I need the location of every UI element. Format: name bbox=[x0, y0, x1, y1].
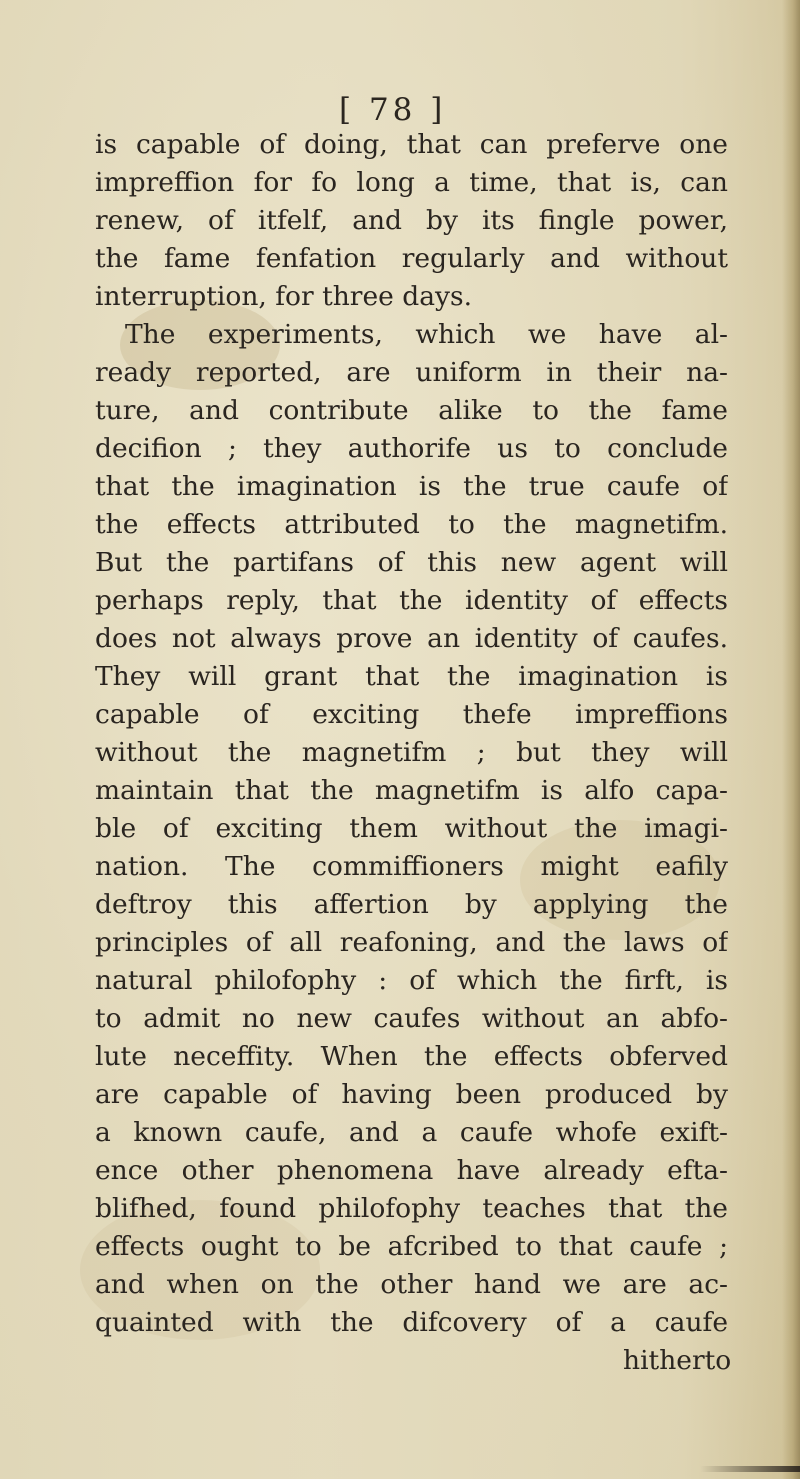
text-line: and when on the other hand we are ac- bbox=[95, 1269, 728, 1300]
text-line: are capable of having been produced by bbox=[95, 1079, 728, 1110]
text-line: maintain that the magnetifm is alfo capa- bbox=[95, 775, 728, 806]
text-line: a known caufe, and a caufe whofe exift- bbox=[95, 1117, 728, 1148]
text-line: renew, of itfelf, and by its fingle power, bbox=[95, 205, 728, 236]
text-line: to admit no new caufes without an abfo- bbox=[95, 1003, 728, 1034]
text-line: the fame fenfation regularly and without bbox=[95, 243, 728, 274]
catchword: hitherto bbox=[623, 1345, 732, 1376]
text-line: ture, and contribute alike to the fame bbox=[95, 395, 728, 426]
text-line: blifhed, found philofophy teaches that the bbox=[95, 1193, 728, 1224]
text-line: effects ought to be afcribed to that caufe ; bbox=[95, 1231, 728, 1262]
text-line: lute neceffity. When the effects obferved bbox=[95, 1041, 728, 1072]
page-edge bbox=[782, 0, 800, 1479]
paragraph-start-line: The experiments, which we have al- bbox=[125, 319, 728, 350]
text-line: perhaps reply, that the identity of effects bbox=[95, 585, 728, 616]
text-line: that the imagination is the true caufe of bbox=[95, 471, 728, 502]
text-line: principles of all reafoning, and the laws of bbox=[95, 927, 728, 958]
text-line: decifion ; they authorife us to conclude bbox=[95, 433, 728, 464]
text-line: interruption, for three days. bbox=[95, 281, 473, 312]
text-line: deftroy this affertion by applying the bbox=[95, 889, 728, 920]
text-line: quainted with the difcovery of a caufe bbox=[95, 1307, 728, 1338]
text-line: But the partifans of this new agent will bbox=[95, 547, 728, 578]
text-line: ence other phenomena have already efta- bbox=[95, 1155, 728, 1186]
text-line: natural philofophy : of which the firft, is bbox=[95, 965, 728, 996]
text-line: without the magnetifm ; but they will bbox=[95, 737, 728, 768]
text-line: the effects attributed to the magnetifm. bbox=[95, 509, 728, 540]
text-line: does not always prove an identity of caufes. bbox=[95, 623, 728, 654]
page-bottom-mark bbox=[700, 1466, 800, 1472]
text-line: ble of exciting them without the imagi- bbox=[95, 813, 728, 844]
text-line: ready reported, are uniform in their na- bbox=[95, 357, 728, 388]
text-line: is capable of doing, that can preferve one bbox=[95, 129, 728, 160]
page-number: [ 78 ] bbox=[339, 92, 447, 128]
text-line: They will grant that the imagination is bbox=[95, 661, 728, 692]
text-line: capable of exciting thefe impreffions bbox=[95, 699, 728, 730]
text-line: impreffion for fo long a time, that is, can bbox=[95, 167, 728, 198]
text-line: nation. The commiffioners might eafily bbox=[95, 851, 728, 882]
